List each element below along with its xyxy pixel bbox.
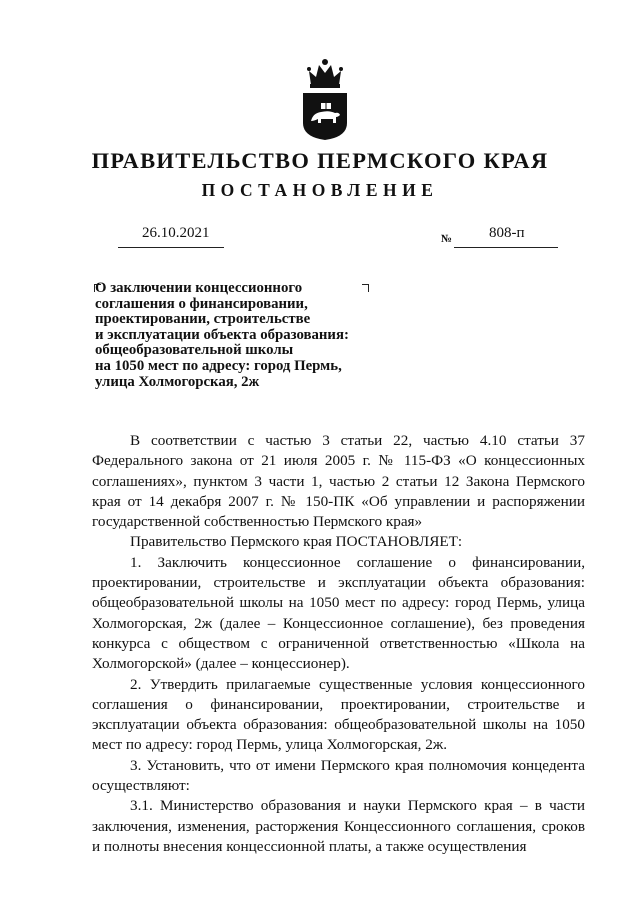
subject-line: О заключении концессионного [95,280,303,296]
body-paragraph: 2. Утвердить прилагаемые существенные условия концессионного соглашения о финансировании, проектировании, строительстве и эксплуатации объекта образования: общеобразовательной школы на 1050 мест по адресу: город Пермь, улица Холмогорская, 2ж. [92,675,585,754]
document-body [92,431,585,857]
subject-line: улица Холмогорская, 2ж [95,373,260,390]
body-paragraph: Правительство Пермского края ПОСТАНОВЛЯЕТ: [130,533,463,551]
document-date: 26.10.2021 [142,225,210,241]
body-paragraph: В соответствии с частью 3 статьи 22, частью 4.10 статьи 37 Федерального закона от 21 июля 2005 г. № 115-ФЗ «О концессионных соглашениях», пунктом 3 части 1, частью 2 статьи 12 Закона Пермского края от 14 декабря 2007 г. № 150-ПК «Об управлении и распоряжении государственной собственностью Пермского края» [92,432,585,531]
number-underline [454,247,558,248]
government-title: ПРАВИТЕЛЬСТВО ПЕРМСКОГО КРАЯ [91,148,549,173]
document-subject [95,281,385,390]
document-type: ПОСТАНОВЛЕНИЕ [201,180,439,200]
subject-line: и эксплуатации объекта образования: [95,326,349,343]
document-number: 808-п [489,225,525,241]
number-sign: № [441,233,453,245]
body-paragraph: 1. Заключить концессионное соглашение о финансировании, проектировании, строительстве и эксплуатации объекта образования: общеобразовательной школы на 1050 мест по адресу: город Пермь, улица Холмогорская, 2ж (далее – Концессионное соглашение), без проведения конкурса с обществом с ограниченной ответственностью «Школа на Холмогорской» (далее – концессионер). [92,553,585,673]
body-paragraph: 3. Установить, что от имени Пермского края полномочия концедента осуществляют: [92,756,585,795]
coat-of-arms-icon [297,55,353,141]
subject-line: на 1050 мест по адресу: город Пермь, [95,357,342,374]
body-paragraph: 3.1. Министерство образования и науки Пермского края – в части заключения, изменения, расторжения Концессионного соглашения, сроков и полноты внесения концессионной платы, а также осуществления [92,797,585,855]
subject-line: проектировании, строительстве [95,311,311,328]
date-underline [118,247,224,248]
subject-line: соглашения о финансировании, [95,295,308,312]
subject-line: общеобразовательной школы [95,342,294,359]
